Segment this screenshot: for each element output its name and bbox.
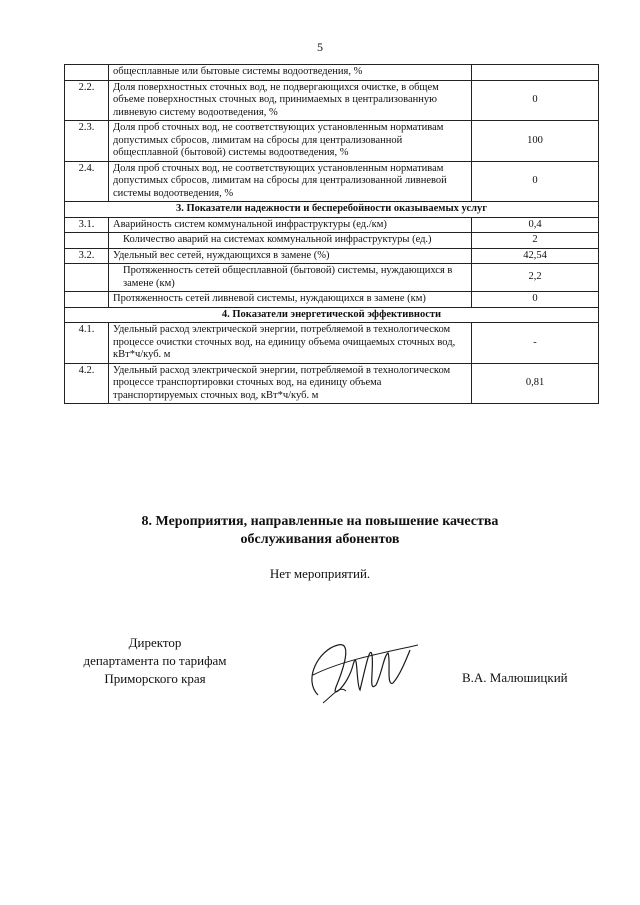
signer-title [60, 634, 250, 688]
indicator-description: Доля проб сточных вод, не соответствующих установленным нормативам допустимых сбросов, лимитам на сбросы для централизованной ливневой системы водоотведения, % [109, 161, 472, 202]
row-number [65, 264, 109, 292]
table-section-row [65, 307, 599, 323]
row-number [65, 233, 109, 249]
indicator-value: 100 [472, 121, 599, 162]
section-8-heading-line2: обслуживания абонентов [240, 532, 400, 547]
signer-title-line2: департамента по тарифам [83, 653, 227, 668]
table-row [65, 264, 599, 292]
table-row [65, 363, 599, 404]
indicator-description: Доля поверхностных сточных вод, не подвергающихся очистке, в общем объеме поверхностных сточных вод, принимаемых в централизованную ливневую систему водоотведения, % [109, 80, 472, 121]
section-8-heading-line1: 8. Мероприятия, направленные на повышение качества [141, 514, 499, 529]
table-row [65, 233, 599, 249]
indicator-description: Удельный расход электрической энергии, потребляемой в технологическом процессе транспортировки сточных вод, на единицу объема транспортируемых сточных вод, кВт*ч/куб. м [109, 363, 472, 404]
indicator-value: 2 [472, 233, 599, 249]
indicator-value: 0,4 [472, 217, 599, 233]
section-heading: 3. Показатели надежности и бесперебойности оказываемых услуг [65, 202, 599, 218]
table-row [65, 217, 599, 233]
indicator-value: 0 [472, 161, 599, 202]
indicator-description: Доля проб сточных вод, не соответствующих установленным нормативам допустимых сбросов, лимитам на сбросы для централизованной общесплавной (бытовой) системы водоотведения, % [109, 121, 472, 162]
indicator-value: 0 [472, 80, 599, 121]
signer-title-line1: Директор [128, 635, 182, 650]
row-number: 4.2. [65, 363, 109, 404]
indicator-value: - [472, 323, 599, 364]
row-number: 2.2. [65, 80, 109, 121]
indicator-value: 0 [472, 292, 599, 308]
table-row [65, 161, 599, 202]
table-row [65, 80, 599, 121]
section-heading: 4. Показатели энергетической эффективности [65, 307, 599, 323]
indicator-description: Протяженность сетей ливневой системы, нуждающихся в замене (км) [109, 292, 472, 308]
section-8-heading [0, 513, 640, 549]
table-row [65, 323, 599, 364]
row-number: 2.3. [65, 121, 109, 162]
table-section-row [65, 202, 599, 218]
table-row [65, 121, 599, 162]
indicators-table [64, 64, 599, 404]
indicator-description: Удельный вес сетей, нуждающихся в замене (%) [109, 248, 472, 264]
signer-title-line3: Приморского края [104, 671, 206, 686]
signer-name: В.А. Малюшицкий [462, 670, 568, 685]
indicator-description: Аварийность систем коммунальной инфраструктуры (ед./км) [109, 217, 472, 233]
row-number [65, 292, 109, 308]
row-number: 3.1. [65, 217, 109, 233]
indicator-value: 2,2 [472, 264, 599, 292]
row-number: 4.1. [65, 323, 109, 364]
row-number: 2.4. [65, 161, 109, 202]
handwritten-signature [298, 625, 428, 710]
indicator-value: 0,81 [472, 363, 599, 404]
indicator-description: Удельный расход электрической энергии, потребляемой в технологическом процессе очистки сточных вод, на единицу объема очищаемых сточных вод, кВт*ч/куб. м [109, 323, 472, 364]
table-row [65, 292, 599, 308]
indicator-description: общесплавные или бытовые системы водоотведения, % [109, 65, 472, 81]
table-row [65, 248, 599, 264]
indicator-description: Протяженность сетей общесплавной (бытовой) системы, нуждающихся в замене (км) [109, 264, 472, 292]
row-number [65, 65, 109, 81]
table-row [65, 65, 599, 81]
indicator-description: Количество аварий на системах коммунальной инфраструктуры (ед.) [109, 233, 472, 249]
row-number: 3.2. [65, 248, 109, 264]
page-number: 5 [317, 40, 323, 54]
no-measures-text: Нет мероприятий. [269, 566, 371, 581]
indicator-value: 42,54 [472, 248, 599, 264]
indicator-value [472, 65, 599, 81]
